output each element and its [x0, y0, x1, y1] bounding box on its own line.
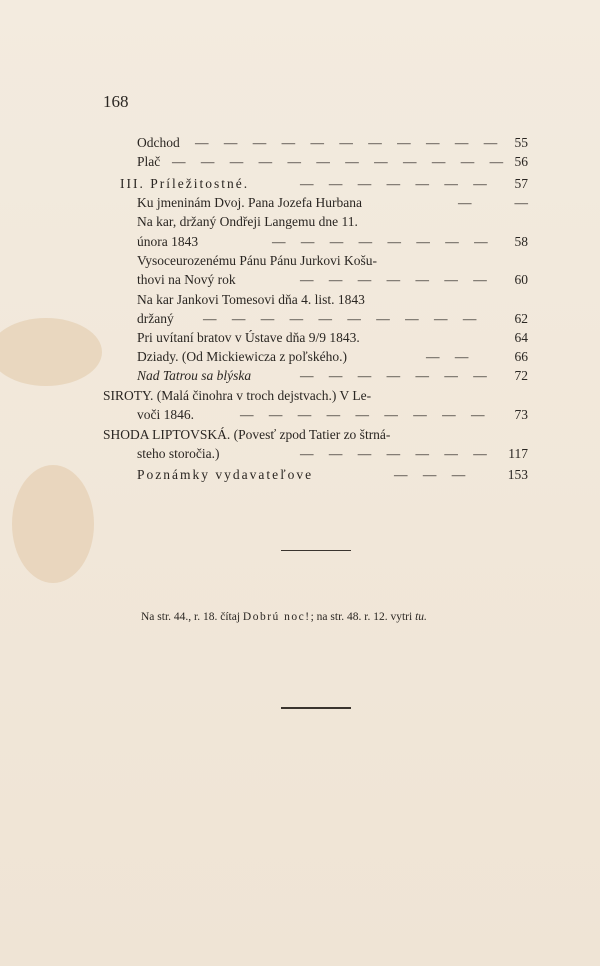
toc-leader: — — — — — — — — — — — [203, 311, 483, 326]
toc-row — [0, 133, 600, 153]
toc-entry-title: Vysoceurozenému Pánu Pánu Jurkovi Košu- — [137, 253, 377, 268]
toc-leader: — — [458, 195, 478, 210]
toc-row — [0, 152, 600, 172]
toc-row — [0, 251, 600, 271]
toc-leader: — — — — — — — — [300, 176, 493, 191]
toc-page-number: 56 — [514, 154, 528, 169]
section-divider — [281, 550, 351, 551]
toc-page-number: 64 — [514, 330, 528, 345]
toc-entry-title: SHODA LIPTOVSKÁ. (Povesť zpod Tatier zo štrná- — [103, 427, 391, 442]
toc-entry-title: Plač — [137, 154, 161, 169]
toc-row — [0, 212, 600, 232]
toc-row — [0, 290, 600, 310]
toc-leader: — — — [426, 349, 475, 364]
toc-row — [0, 174, 600, 194]
toc-page-number: 60 — [514, 272, 528, 287]
toc-row — [0, 270, 600, 290]
toc-entry-title: Poznámky vydavateľove — [137, 467, 314, 482]
toc-entry-title: Odchod — [137, 135, 180, 150]
toc-page-number: 73 — [514, 407, 528, 422]
end-divider — [281, 707, 351, 709]
toc-row — [0, 405, 600, 425]
toc-entry-title: Pri uvítaní bratov v Ústave dňa 9/9 1843. — [137, 330, 360, 345]
toc-leader: — — — — — — — — [300, 368, 493, 383]
toc-entry-title: Na kar, držaný Ondřeji Langemu dne 11. — [137, 214, 358, 229]
toc-leader: — — — — — — — — — — — — [195, 135, 504, 150]
toc-page-number: 57 — [514, 176, 528, 191]
toc-leader: — — — — — — — — [300, 446, 493, 461]
toc-page-number: 66 — [514, 349, 528, 364]
toc-row — [0, 425, 600, 445]
toc-entry-title: února 1843 — [137, 234, 199, 249]
toc-page-number: — — [514, 195, 528, 210]
toc-entry-title: Na kar Jankovi Tomesovi dňa 4. list. 1843 — [137, 292, 365, 307]
toc-page-number: 153 — [507, 467, 528, 482]
toc-row — [0, 232, 600, 252]
toc-leader: — — — — — — — — [300, 272, 493, 287]
toc-entry-title: thovi na Nový rok — [137, 272, 236, 287]
toc-entry-title: Dziady. (Od Mickiewicza z poľského.) — [137, 349, 348, 364]
toc-row — [0, 347, 600, 367]
errata-note — [141, 611, 427, 623]
toc-leader: — — — — — — — — — — [240, 407, 491, 422]
toc-entry-title: držaný — [137, 311, 174, 326]
toc-leader: — — — — — — — — — [272, 234, 494, 249]
toc-row — [0, 465, 600, 485]
toc-row — [0, 193, 600, 213]
toc-page-number: 72 — [514, 368, 528, 383]
toc-entry-title: Nad Tatrou sa blýska — [137, 368, 252, 383]
toc-row — [0, 366, 600, 386]
toc-page-number: 62 — [514, 311, 528, 326]
toc-entry-title: SIROTY. (Malá činohra v troch dejstvach.) V Le- — [103, 388, 372, 403]
toc-row — [0, 444, 600, 464]
errata-text-1: Na str. 44., r. 18. čítaj — [141, 611, 243, 623]
toc-row — [0, 386, 600, 406]
page-number: 168 — [103, 92, 129, 111]
toc-entry-title: voči 1846. — [137, 407, 194, 422]
toc-page-number: 117 — [508, 446, 528, 461]
toc-row — [0, 309, 600, 329]
toc-row — [0, 328, 600, 348]
toc-leader: — — — — [394, 467, 472, 482]
toc-entry-title: Ku jmeninám Dvoj. Pana Jozefa Hurbana — [137, 195, 362, 210]
errata-italic-text: tu. — [415, 611, 427, 623]
toc-page-number: 55 — [514, 135, 528, 150]
toc-page-number: 58 — [514, 234, 528, 249]
toc-leader: — — — — — — — — — — — — — [172, 154, 510, 169]
errata-spaced-text: Dobrú noc! — [242, 611, 311, 623]
toc-section-title: III. Príležitostné. — [120, 176, 250, 191]
errata-text-2: ; na str. 48. r. 12. vytri — [310, 611, 416, 623]
toc-entry-title: steho storočia.) — [137, 446, 220, 461]
